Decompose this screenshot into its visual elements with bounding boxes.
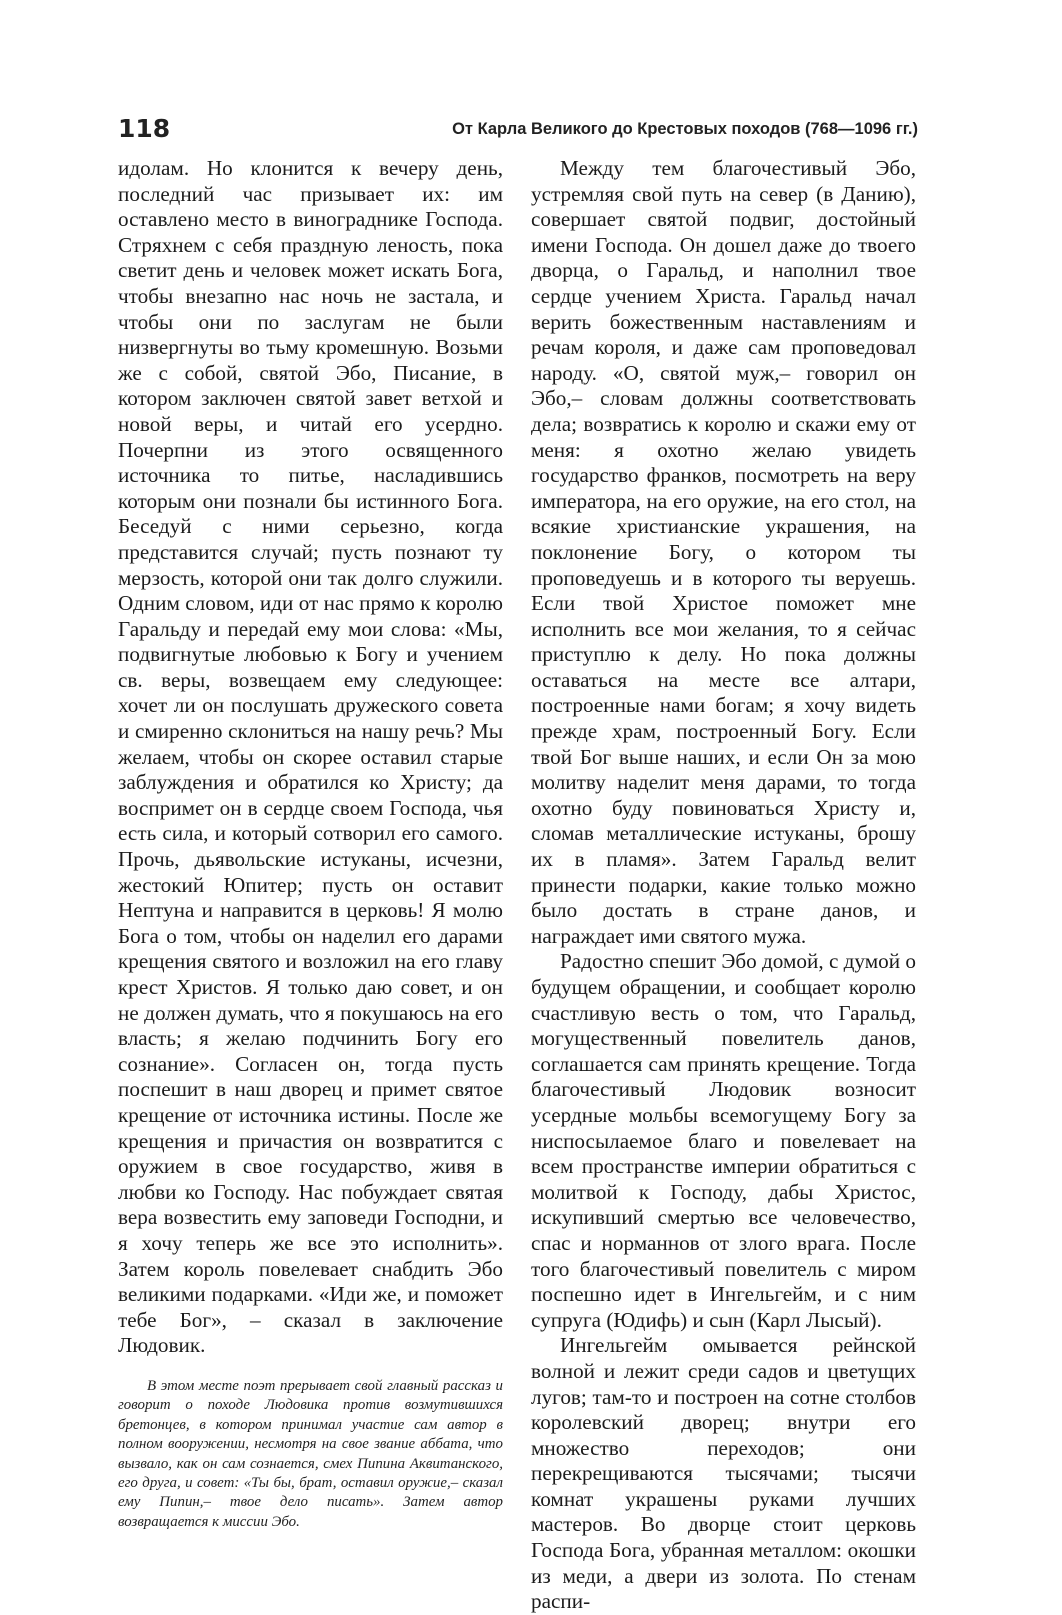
page-number: 118 [118, 114, 171, 143]
running-head [118, 112, 918, 152]
right-paragraph-1: Между тем благочестивый Эбо, устремляя свой путь на север (в Данию), совершает святой подвиг, достойный имени Господа. Он дошел даже до твоего дворца, о Гаральд, и наполнил твое сердце учением Христа. Гаральд начал верить божественным наставлениям и речам короля, и даже сам проповедовал народу. «О, святой муж,– говорил он Эбо,– словам должны соответствовать дела; возвратись к королю и скажи ему от меня: я охотно желаю увидеть государство франков, посмотреть на веру императора, на его оружие, на его стол, на всякие христианские украшения, на поклонение Богу, о котором ты проповедуешь и в которого ты веруешь. Если твой Христое поможет мне исполнить все мои желания, то я сейчас приступлю к делу. Но пока должны оставаться на месте все алтари, построенные нами богам; я хочу видеть прежде храм, построенный Богу. Если твой Бог выше наших, и если Он за мою молитву наделит меня дарами, то тогда охотно буду повиноваться Христу и, сломав металлические истуканы, брошу их в пламя». Затем Гаральд велит принести подарки, какие только можно было достать в стране данов, и награждает ими святого мужа. [531, 156, 916, 948]
left-column [118, 156, 503, 1532]
right-column [531, 156, 916, 1615]
running-title: От Карла Великого до Крестовых походов (768—1096 гг.) [452, 120, 918, 138]
right-paragraph-3: Ингельгейм омывается рейнской волной и лежит среди садов и цветущих лугов; там-то и построен на сотне столбов королевский дворец; внутри его множество переходов; они перекрещиваются тысячами; тысячи комнат украшены руками лучших мастеров. Во дворце стоит церковь Господа Бога, убранная металлом: окошки из меди, а двери из золота. По стенам распи- [531, 1333, 916, 1614]
left-paragraph-1: идолам. Но клонится к вечеру день, последний час призывает их: им оставлено место в винограднике Господа. Стряхнем с себя праздную леность, пока светит день и человек может искать Бога, чтобы внезапно нас ночь не застала, и чтобы они по заслугам не были низвергнуты во тьму кромешную. Возьми же с собой, святой Эбо, Писание, в котором заключен святой завет ветхой и новой веры, и читай его усердно. Почерпни из этого освященного источника то питье, насладившись которым они познали бы истинного Бога. Беседуй с ними серьезно, когда представится случай; пусть познают ту мерзость, которой они так долго служили. Одним словом, иди от нас прямо к королю Гаральду и передай ему мои слова: «Мы, подвигнутые любовью к Богу и учением св. веры, возвещаем ему следующее: хочет ли он послушать дружеского совета и смиренно склониться на нашу речь? Мы желаем, чтобы он скорее оставил старые заблуждения и обратился ко Христу; да воспримет он в сердце своем Господа, чья есть сила, и который сотворил его самого. Прочь, дьявольские истуканы, исчезни, жестокий Юпитер; пусть он оставит Нептуна и направится в церковь! Я молю Бога о том, чтобы он наделил его дарами крещения святого и возложил на его главу крест Христов. Я только даю совет, и он не должен думать, что я покушаюсь на его власть; я желаю подчинить Богу его сознание». Согласен он, тогда пусть поспешит в наш дворец и примет святое крещение от источника истины. После же крещения и причастия он возвратится с оружием в свое государство, живя в любви ко Господу. Нас побуждает святая вера возвестить ему заповеди Господни, и я хочу теперь же все это исполнить». Затем король повелевает снабдить Эбо великими подарками. «Иди же, и поможет тебе Бог», – сказал в заключение Людовик. [118, 156, 503, 1358]
editorial-note: В этом месте поэт прерывает свой главный рассказ и говорит о походе Людовика против возмутившихся бретонцев, в котором принимал участие сам автор в полном вооружении, несмотря на свое звание аббата, что вызвало, как он сам сознается, смех Пипина Аквитанского, его друга, и совет: «Ты бы, брат, оставил оружие,– сказал ему Пипин,– твое дело писать». Затем автор возвращается к миссии Эбо. [118, 1377, 503, 1530]
right-paragraph-2: Радостно спешит Эбо домой, с думой о будущем обращении, и сообщает королю счастливую весть о том, что Гаральд, могущественный повелитель данов, соглашается сам принять крещение. Тогда благочестивый Людовик возносит усердные мольбы всемогущему Богу за ниспосылаемое благо и повелевает на всем пространстве империи обратиться с молитвой к Господу, дабы Христос, искупивший смертью все человечество, спас и норманнов от злого врага. После того благочестивый повелитель с миром поспешно идет в Ингельгейм, и с ним супруга (Юдифь) и сын (Карл Лысый). [531, 949, 916, 1332]
